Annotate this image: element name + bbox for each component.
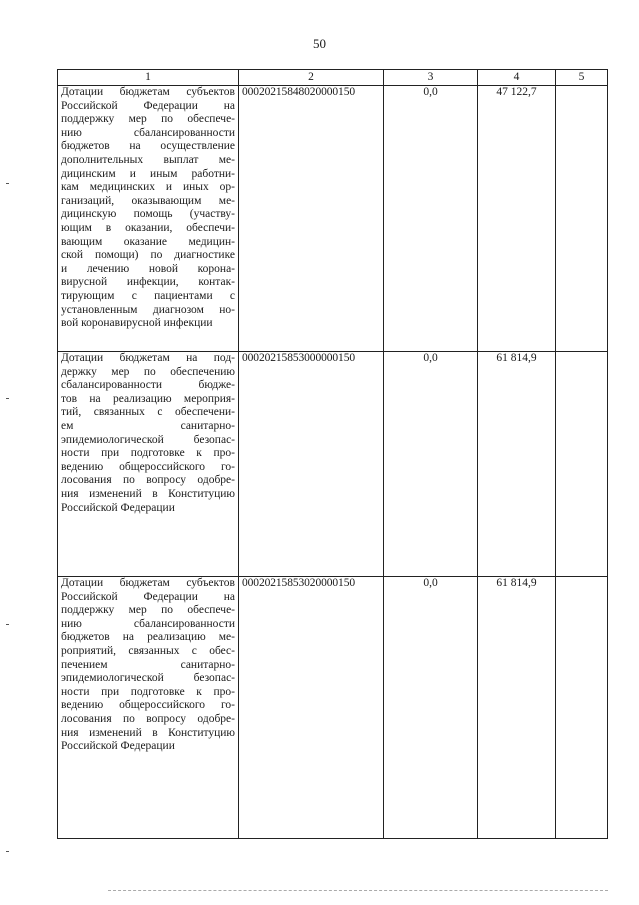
table-row (58, 577, 608, 839)
name-line: ской помощи) по диагностике (61, 249, 235, 262)
row-col3-cell: 0,0 (384, 577, 478, 839)
name-line: бюджетов на осуществление (61, 140, 235, 153)
row-col4-cell: 47 122,7 (478, 86, 556, 352)
name-line: бюджетов на реализацию ме- (61, 631, 235, 644)
name-line: вирусной инфекции, контак- (61, 276, 235, 289)
name-line: Российской Федерации на (61, 590, 235, 603)
name-line: ющим в оказании, обеспечи- (61, 221, 235, 234)
scan-mark (6, 624, 9, 625)
name-line: дополнительных выплат ме- (61, 153, 235, 166)
row-col4-cell: 61 814,9 (478, 352, 556, 577)
row-col5-cell (556, 577, 608, 839)
scan-mark (6, 851, 9, 852)
name-line: вой коронавирусной инфекции (61, 317, 213, 330)
row-col5-cell (556, 86, 608, 352)
name-line: ем санитарно- (61, 419, 235, 432)
row-code-cell: 00020215853000000150 (239, 352, 384, 577)
name-line: Российской Федерации на (61, 99, 235, 112)
name-line: печением санитарно- (61, 658, 235, 671)
row-name-text (61, 86, 235, 331)
row-name-cell (58, 352, 239, 577)
name-line: Дотации бюджетам субъектов (61, 577, 235, 589)
name-line: и лечению новой корона- (61, 262, 235, 275)
name-line: эпидемиологической безопас- (61, 433, 235, 446)
row-code-cell: 00020215848020000150 (239, 86, 384, 352)
row-col5-cell (556, 352, 608, 577)
name-line: Российской Федерации (61, 501, 175, 514)
name-line: держку мер по обеспечению (61, 365, 235, 378)
name-line: тирующим с пациентами с (61, 289, 235, 302)
table-header-row (58, 70, 608, 86)
row-col3-cell: 0,0 (384, 352, 478, 577)
name-line: дицинскую помощь (участву- (61, 208, 235, 221)
budget-table (57, 69, 608, 839)
name-line: дицинским и иным работни- (61, 167, 235, 180)
row-name-cell (58, 86, 239, 352)
name-line: Дотации бюджетам на под- (61, 352, 235, 364)
scan-mark (6, 183, 9, 184)
row-name-text (61, 352, 235, 515)
name-line: поддержку мер по обеспече- (61, 113, 235, 126)
row-name-cell (58, 577, 239, 839)
column-header-4: 4 (478, 70, 556, 86)
row-name-text (61, 577, 235, 754)
name-line: эпидемиологической безопас- (61, 672, 235, 685)
name-line: тий, связанных с обеспечени- (61, 406, 235, 419)
scan-edge-line (108, 890, 608, 892)
name-line: ности при подготовке к про- (61, 447, 235, 460)
name-line: ния изменений в Конституцию (61, 726, 235, 739)
column-header-5: 5 (556, 70, 608, 86)
name-line: кам медицинских и иных ор- (61, 181, 235, 194)
name-line: вающим оказание медицин- (61, 235, 235, 248)
name-line: нию сбалансированности (61, 617, 235, 630)
name-line: поддержку мер по обеспече- (61, 604, 235, 617)
name-line: нию сбалансированности (61, 126, 235, 139)
name-line: Российской Федерации (61, 740, 175, 753)
scan-mark (6, 398, 9, 399)
name-line: ведению общероссийского го- (61, 699, 235, 712)
row-code-cell: 00020215853020000150 (239, 577, 384, 839)
name-line: ности при подготовке к про- (61, 685, 235, 698)
row-col4-cell: 61 814,9 (478, 577, 556, 839)
name-line: ганизаций, оказывающим ме- (61, 194, 235, 207)
table-row (58, 86, 608, 352)
column-header-3: 3 (384, 70, 478, 86)
name-line: Дотации бюджетам субъектов (61, 86, 235, 98)
row-col3-cell: 0,0 (384, 86, 478, 352)
name-line: сбалансированности бюдже- (61, 379, 235, 392)
page-number: 50 (313, 36, 326, 51)
column-header-2: 2 (239, 70, 384, 86)
name-line: лосования по вопросу одобре- (61, 712, 235, 725)
name-line: установленным диагнозом но- (61, 303, 235, 316)
column-header-1: 1 (58, 70, 239, 86)
name-line: лосования по вопросу одобре- (61, 474, 235, 487)
name-line: ведению общероссийского го- (61, 460, 235, 473)
name-line: ния изменений в Конституцию (61, 487, 235, 500)
name-line: тов на реализацию мероприя- (61, 392, 235, 405)
name-line: роприятий, связанных с обес- (61, 644, 235, 657)
table-row (58, 352, 608, 577)
